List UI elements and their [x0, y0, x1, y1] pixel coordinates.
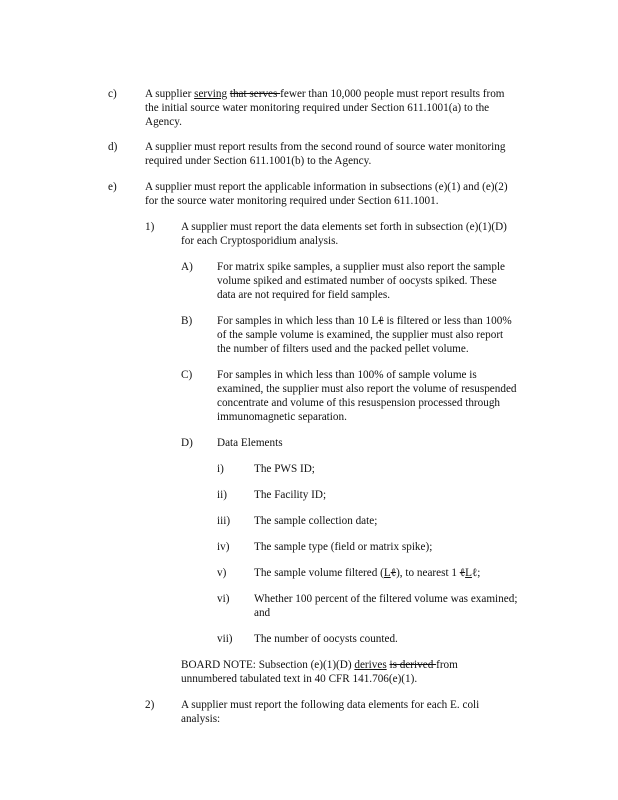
- data-element-label: vii): [217, 633, 233, 645]
- inserted-text: serving: [194, 88, 228, 100]
- subsection-e2-line-2: analysis:: [181, 713, 221, 725]
- subsection-d-label: d): [108, 141, 118, 153]
- inserted-text: derives: [354, 659, 387, 671]
- subsection-d-line-1: A supplier must report results from the second round of source water monitoring: [145, 141, 506, 153]
- subsection-e2-line-1: A supplier must report the following data elements for each E. coli: [181, 699, 480, 711]
- board-note-line-1: [181, 659, 458, 673]
- text: A supplier: [145, 88, 195, 100]
- data-element-text: The PWS ID;: [254, 463, 315, 475]
- data-element-text: The sample collection date;: [254, 515, 378, 527]
- subsection-d-line-2: required under Section 611.1001(b) to the Agency.: [145, 155, 372, 167]
- subsection-C-line-2: examined, the supplier must also report the volume of resuspended: [217, 383, 517, 395]
- text: fewer than 10,000 people must report results from: [280, 88, 505, 100]
- subsection-e-line-1: A supplier must report the applicable information in subsections (e)(1) and (e)(2): [145, 181, 508, 193]
- subsection-c-line-1: [145, 88, 505, 102]
- subsection-c-line-3: Agency.: [145, 116, 182, 128]
- subsection-B-line-3: the number of filters used and the packed pellet volume.: [217, 343, 469, 355]
- subsection-D-title: Data Elements: [217, 437, 283, 449]
- subsection-C-label: C): [181, 369, 193, 381]
- text: is filtered or less than 100%: [383, 315, 512, 327]
- data-element-text: The number of oocysts counted.: [254, 633, 398, 645]
- deleted-text: that serves: [229, 88, 281, 100]
- subsection-A-line-1: For matrix spike samples, a supplier must also report the sample: [217, 261, 506, 273]
- deleted-text: ℓ: [459, 567, 466, 579]
- subsection-A-line-2: volume spiked and estimated number of oocysts spiked. These: [217, 275, 497, 287]
- data-element-label: v): [217, 567, 227, 579]
- subsection-c-label: c): [108, 88, 117, 100]
- subsection-B-label: B): [181, 315, 193, 327]
- subsection-A-line-3: data are not required for field samples.: [217, 289, 391, 301]
- subsection-e-line-2: for the source water monitoring required under Section 611.1001.: [145, 195, 439, 207]
- subsection-e1-label: 1): [145, 221, 155, 233]
- inserted-text: L: [465, 567, 472, 579]
- subsection-e2-label: 2): [145, 699, 155, 711]
- text: For samples in which less than 10 L: [217, 315, 379, 327]
- subsection-D-label: D): [181, 437, 193, 449]
- data-element-text: The sample type (field or matrix spike);: [254, 541, 433, 553]
- deleted-text: ℓ: [390, 567, 397, 579]
- text: The sample volume filtered (: [254, 567, 384, 579]
- data-element-text-line-2: and: [254, 607, 271, 619]
- data-element-label: iii): [217, 515, 231, 527]
- subsection-C-line-4: immunomagnetic separation.: [217, 411, 347, 423]
- subsection-B-line-2: of the sample volume is examined, the supplier must also report: [217, 329, 504, 341]
- subsection-e1-line-2: for each Cryptosporidium analysis.: [181, 235, 339, 247]
- subsection-e-label: e): [108, 181, 117, 193]
- data-element-text: [254, 567, 480, 581]
- data-element-label: ii): [217, 489, 227, 501]
- text: from: [436, 659, 458, 671]
- subsection-e1-line-1: A supplier must report the data elements set forth in subsection (e)(1)(D): [181, 221, 507, 233]
- subsection-C-line-3: concentrate and volume of this resuspension processed through: [217, 397, 501, 409]
- data-element-label: vi): [217, 593, 230, 605]
- subsection-c-line-2: the initial source water monitoring required under Section 611.1001(a) to the: [145, 102, 490, 114]
- subsection-A-label: A): [181, 261, 193, 273]
- data-element-text: The Facility ID;: [254, 489, 327, 501]
- data-element-label: iv): [217, 541, 230, 553]
- data-element-text-line-1: Whether 100 percent of the filtered volume was examined;: [254, 593, 518, 605]
- text: ), to nearest 1: [396, 567, 460, 579]
- subsection-B-line-1: [217, 315, 512, 329]
- subsection-C-line-1: For samples in which less than 100% of sample volume is: [217, 369, 477, 381]
- deleted-text: ℓ: [378, 315, 384, 327]
- board-note-line-2: unnumbered tabulated text in 40 CFR 141.706(e)(1).: [181, 673, 418, 685]
- data-element-label: i): [217, 463, 224, 475]
- inserted-text: L: [383, 567, 391, 579]
- deleted-text: is derived: [389, 659, 437, 671]
- text: ℓ;: [471, 567, 481, 579]
- text: BOARD NOTE: Subsection (e)(1)(D): [181, 659, 355, 671]
